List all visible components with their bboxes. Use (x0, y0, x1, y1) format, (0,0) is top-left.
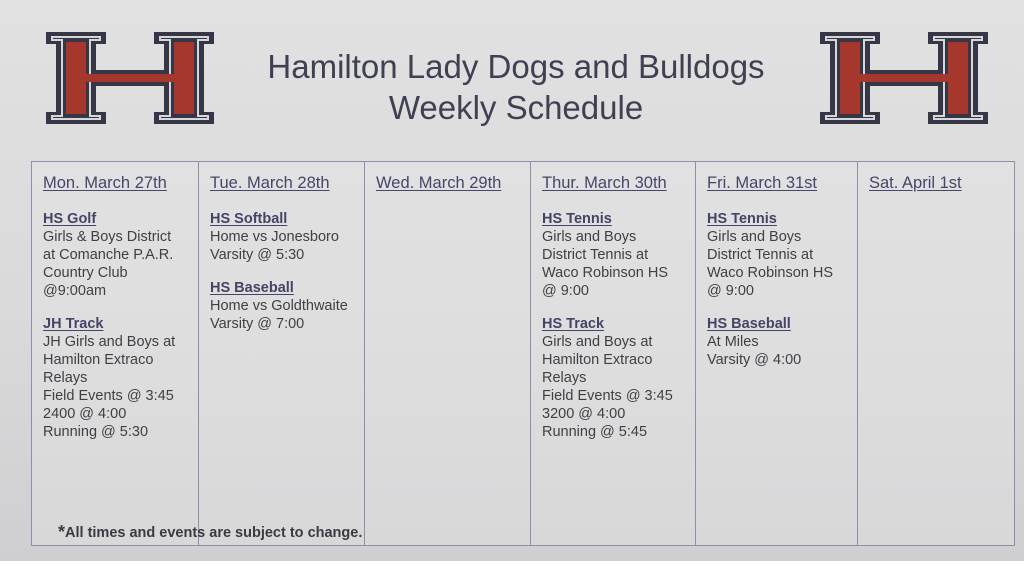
day-header: Sat. April 1st (869, 174, 962, 192)
event-line: Varsity @ 4:00 (707, 352, 802, 368)
event-line: Running @ 5:45 (542, 424, 648, 440)
weekly-schedule-table (31, 161, 1015, 546)
event-line: Field Events @ 3:45 (542, 388, 673, 404)
event-line: at Comanche P.A.R. (43, 247, 174, 263)
footnote-asterisk: * (58, 522, 66, 542)
event-line: 2400 @ 4:00 (43, 406, 127, 422)
event-line: Relays (542, 370, 587, 386)
day-header: Tue. March 28th (210, 174, 330, 192)
event-line: Girls and Boys at (542, 334, 653, 350)
event-title: HS Tennis (707, 211, 777, 227)
event-line: @ 9:00 (542, 283, 589, 299)
event-hs-softball (210, 210, 358, 264)
event-hs-baseball (210, 279, 358, 333)
event-line: Waco Robinson HS (707, 265, 833, 281)
event-line: Girls and Boys (707, 229, 802, 245)
day-header: Wed. March 29th (376, 174, 502, 192)
day-column-fri (696, 162, 858, 545)
event-line: Home vs Jonesboro (210, 229, 339, 245)
event-hs-tennis (707, 210, 851, 300)
day-column-mon (32, 162, 199, 545)
event-hs-golf (43, 210, 192, 300)
event-title: HS Softball (210, 211, 288, 227)
title-line-1: Hamilton Lady Dogs and Bulldogs (267, 48, 765, 85)
event-hs-tennis (542, 210, 689, 300)
event-line: At Miles (707, 334, 759, 350)
day-column-tue (199, 162, 365, 545)
event-title: HS Golf (43, 211, 97, 227)
event-hs-track (542, 315, 689, 441)
event-line: @ 9:00 (707, 283, 754, 299)
day-header: Fri. March 31st (707, 174, 818, 192)
footnote-text: All times and events are subject to change. (65, 525, 363, 541)
event-line: Hamilton Extraco (43, 352, 154, 368)
event-title: HS Baseball (707, 316, 791, 332)
event-title: HS Tennis (542, 211, 612, 227)
event-line: Running @ 5:30 (43, 424, 149, 440)
day-header: Mon. March 27th (43, 174, 167, 192)
h-logo-right-graphic (818, 30, 990, 126)
event-title: JH Track (43, 316, 104, 332)
event-line: Waco Robinson HS (542, 265, 668, 281)
event-line: JH Girls and Boys at (43, 334, 176, 350)
event-line: Varsity @ 5:30 (210, 247, 305, 263)
event-title: HS Track (542, 316, 605, 332)
event-line: Girls & Boys District (43, 229, 172, 245)
event-line: Hamilton Extraco (542, 352, 653, 368)
event-line: Relays (43, 370, 88, 386)
event-line: Field Events @ 3:45 (43, 388, 174, 404)
event-line: District Tennis at (542, 247, 649, 263)
hamilton-h-logo-icon (818, 30, 990, 126)
day-header: Thur. March 30th (542, 174, 667, 192)
h-logo-left-graphic (44, 30, 216, 126)
event-line: Country Club (43, 265, 128, 281)
event-line: Home vs Goldthwaite (210, 298, 348, 314)
event-title: HS Baseball (210, 280, 294, 296)
title-line-2: Weekly Schedule (388, 89, 644, 126)
event-line: 3200 @ 4:00 (542, 406, 626, 422)
event-line: Girls and Boys (542, 229, 637, 245)
event-line: Varsity @ 7:00 (210, 316, 305, 332)
disclaimer-footnote (58, 522, 362, 543)
event-hs-baseball (707, 315, 851, 369)
event-line: District Tennis at (707, 247, 814, 263)
day-column-wed (365, 162, 531, 545)
event-jh-track (43, 315, 192, 441)
page-title (220, 46, 812, 128)
day-column-sat (858, 162, 1014, 545)
day-column-thu (531, 162, 696, 545)
hamilton-h-logo-icon (44, 30, 216, 126)
event-line: @9:00am (43, 283, 107, 299)
